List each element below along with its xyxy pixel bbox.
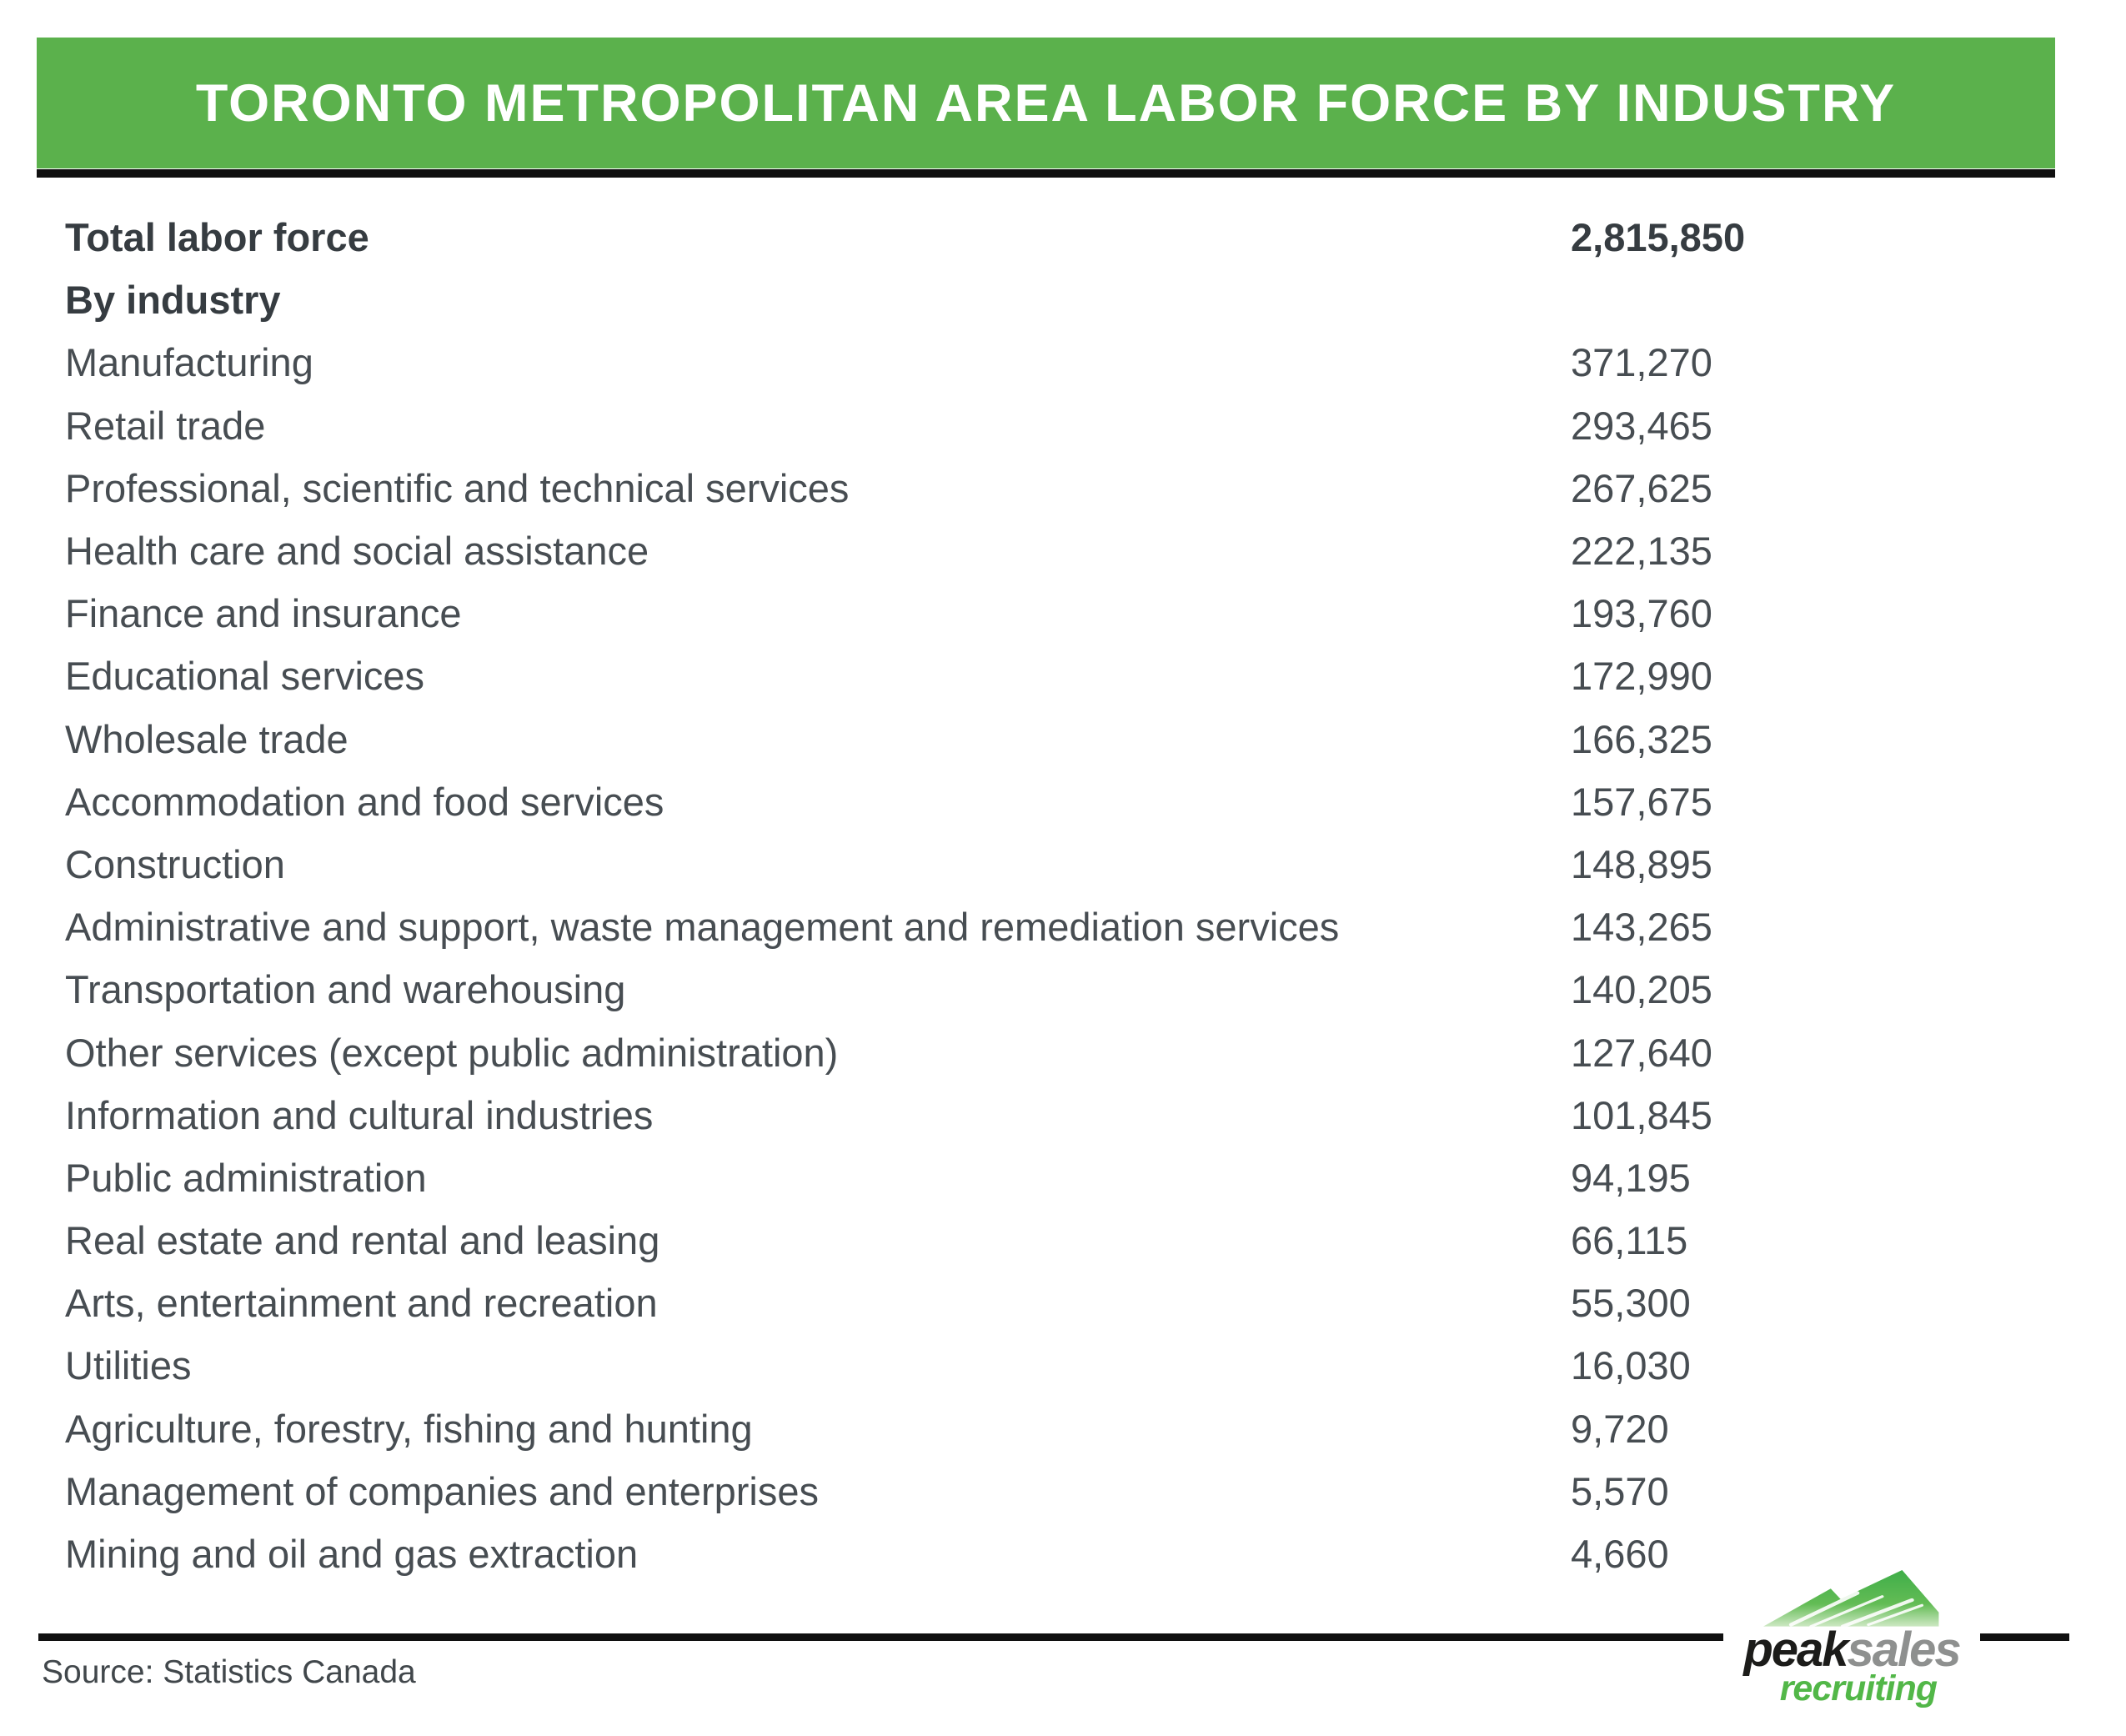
table-row — [65, 1021, 2069, 1083]
industry-value: 127,640 — [1571, 1030, 1712, 1075]
industry-value: 293,465 — [1571, 403, 1712, 448]
table-row — [65, 1460, 2069, 1523]
table-row — [65, 1209, 2069, 1272]
industry-value: 267,625 — [1571, 465, 1712, 510]
industry-label: Wholesale trade — [65, 716, 348, 761]
industry-value: 157,675 — [1571, 779, 1712, 824]
industry-label: Arts, entertainment and recreation — [65, 1281, 658, 1326]
table-row — [65, 268, 2069, 331]
logo-sales-text: sales — [1847, 1623, 1960, 1677]
industry-value: 172,990 — [1571, 654, 1712, 699]
industry-value: 9,720 — [1571, 1406, 1669, 1451]
industry-label: Professional, scientific and technical services — [65, 465, 850, 510]
industry-label: Construction — [65, 841, 285, 886]
table-row — [65, 331, 2069, 394]
labor-table — [65, 206, 2069, 1585]
table-row — [65, 645, 2069, 707]
table-row — [65, 1272, 2069, 1334]
table-row — [65, 896, 2069, 958]
table-row — [65, 582, 2069, 645]
industry-label: Public administration — [65, 1155, 427, 1200]
industry-label: Total labor force — [65, 215, 369, 260]
table-row — [65, 1146, 2069, 1209]
industry-value: 94,195 — [1571, 1155, 1691, 1200]
table-row — [65, 770, 2069, 833]
industry-value: 140,205 — [1571, 967, 1712, 1012]
industry-value: 16,030 — [1571, 1343, 1691, 1388]
industry-label: Health care and social assistance — [65, 529, 649, 574]
industry-label: By industry — [65, 278, 281, 323]
industry-label: Accommodation and food services — [65, 779, 664, 824]
industry-label: Management of companies and enterprises — [65, 1468, 819, 1513]
table-row — [65, 1397, 2069, 1460]
industry-label: Educational services — [65, 654, 425, 699]
industry-label: Utilities — [65, 1343, 192, 1388]
industry-value: 193,760 — [1571, 591, 1712, 636]
industry-value: 66,115 — [1571, 1218, 1688, 1263]
logo-peak-text: peak — [1743, 1623, 1848, 1677]
table-row — [65, 708, 2069, 770]
table-row — [65, 1334, 2069, 1397]
industry-label: Administrative and support, waste management and remediation services — [65, 905, 1340, 950]
industry-value: 143,265 — [1571, 905, 1712, 950]
page-title: TORONTO METROPOLITAN AREA LABOR FORCE BY INDUSTRY — [195, 73, 1897, 133]
industry-label: Real estate and rental and leasing — [65, 1218, 660, 1263]
table-row — [65, 519, 2069, 582]
peaksales-logo — [1723, 1565, 1980, 1707]
industry-label: Mining and oil and gas extraction — [65, 1532, 639, 1577]
table-row — [65, 394, 2069, 457]
industry-value: 148,895 — [1571, 841, 1712, 886]
industry-value: 4,660 — [1571, 1532, 1669, 1577]
title-banner — [37, 38, 2055, 168]
table-row — [65, 958, 2069, 1021]
industry-value: 101,845 — [1571, 1092, 1712, 1137]
table-row — [65, 206, 2069, 268]
logo-recruiting-text: recruiting — [1779, 1668, 1937, 1708]
table-row — [65, 833, 2069, 896]
industry-value: 5,570 — [1571, 1468, 1669, 1513]
industry-label: Retail trade — [65, 403, 266, 448]
table-row — [65, 457, 2069, 519]
industry-value: 371,270 — [1571, 340, 1712, 385]
industry-label: Other services (except public administration) — [65, 1030, 839, 1075]
table-row — [65, 1084, 2069, 1146]
industry-label: Transportation and warehousing — [65, 967, 626, 1012]
industry-label: Agriculture, forestry, fishing and hunting — [65, 1406, 753, 1451]
industry-label: Manufacturing — [65, 340, 313, 385]
industry-value: 166,325 — [1571, 716, 1712, 761]
industry-value: 55,300 — [1571, 1281, 1691, 1326]
industry-value: 2,815,850 — [1571, 215, 1746, 260]
top-divider — [37, 169, 2055, 178]
industry-label: Information and cultural industries — [65, 1092, 654, 1137]
industry-label: Finance and insurance — [65, 591, 462, 636]
industry-value: 222,135 — [1571, 529, 1712, 574]
source-note: Source: Statistics Canada — [42, 1654, 416, 1690]
